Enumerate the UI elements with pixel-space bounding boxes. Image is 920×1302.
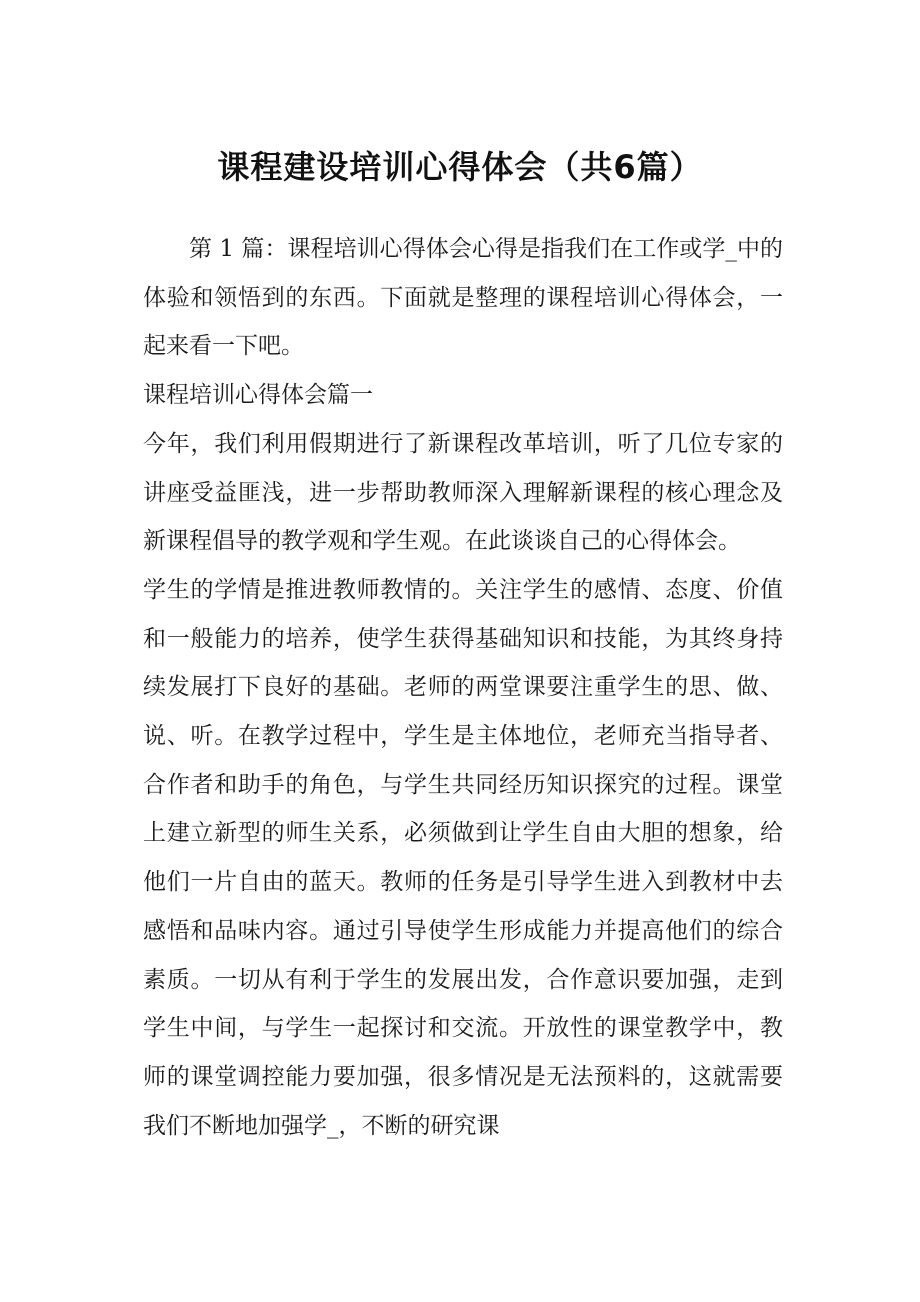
intro-paragraph: 第 1 篇：课程培训心得体会心得是指我们在工作或学_中的体验和领悟到的东西。下面就是整理的课程培训心得体会，一起来看一下吧。 xyxy=(143,236,783,360)
body-paragraph: 今年，我们利用假期进行了新课程改革培训，听了几位专家的讲座受益匪浅，进一步帮助教师深入理解新课程的核心理念及新课程倡导的教学观和学生观。在此谈谈自己的心得体会。 xyxy=(143,430,783,555)
body-paragraph: 学生的学情是推进教师教情的。关注学生的感情、态度、价值和一般能力的培养，使学生获得基础知识和技能，为其终身持续发展打下良好的基础。老师的两堂课要注重学生的思、做、说、听。在教学过程中，学生是主体地位，老师充当指导者、合作者和助手的角色，与学生共同经历知识探究的过程。课堂上建立新型的师生关系，必须做到让学生自由大胆的想象，给他们一片自由的蓝天。教师的任务是引导学生进入到教材中去感悟和品味内容。通过引导使学生形成能力并提高他们的综合素质。一切从有利于学生的发展出发，合作意识要加强，走到学生中间，与学生一起探讨和交流。开放性的课堂教学中，教师的课堂调控能力要加强，很多情况是无法预料的，这就需要我们不断地加强学_，不断的研究课 xyxy=(143,576,783,1139)
document-body xyxy=(143,225,783,1150)
section-heading: 课程培训心得体会篇一 xyxy=(143,382,373,409)
document-title: 课程建设培训心得体会（共6篇） xyxy=(217,148,703,186)
